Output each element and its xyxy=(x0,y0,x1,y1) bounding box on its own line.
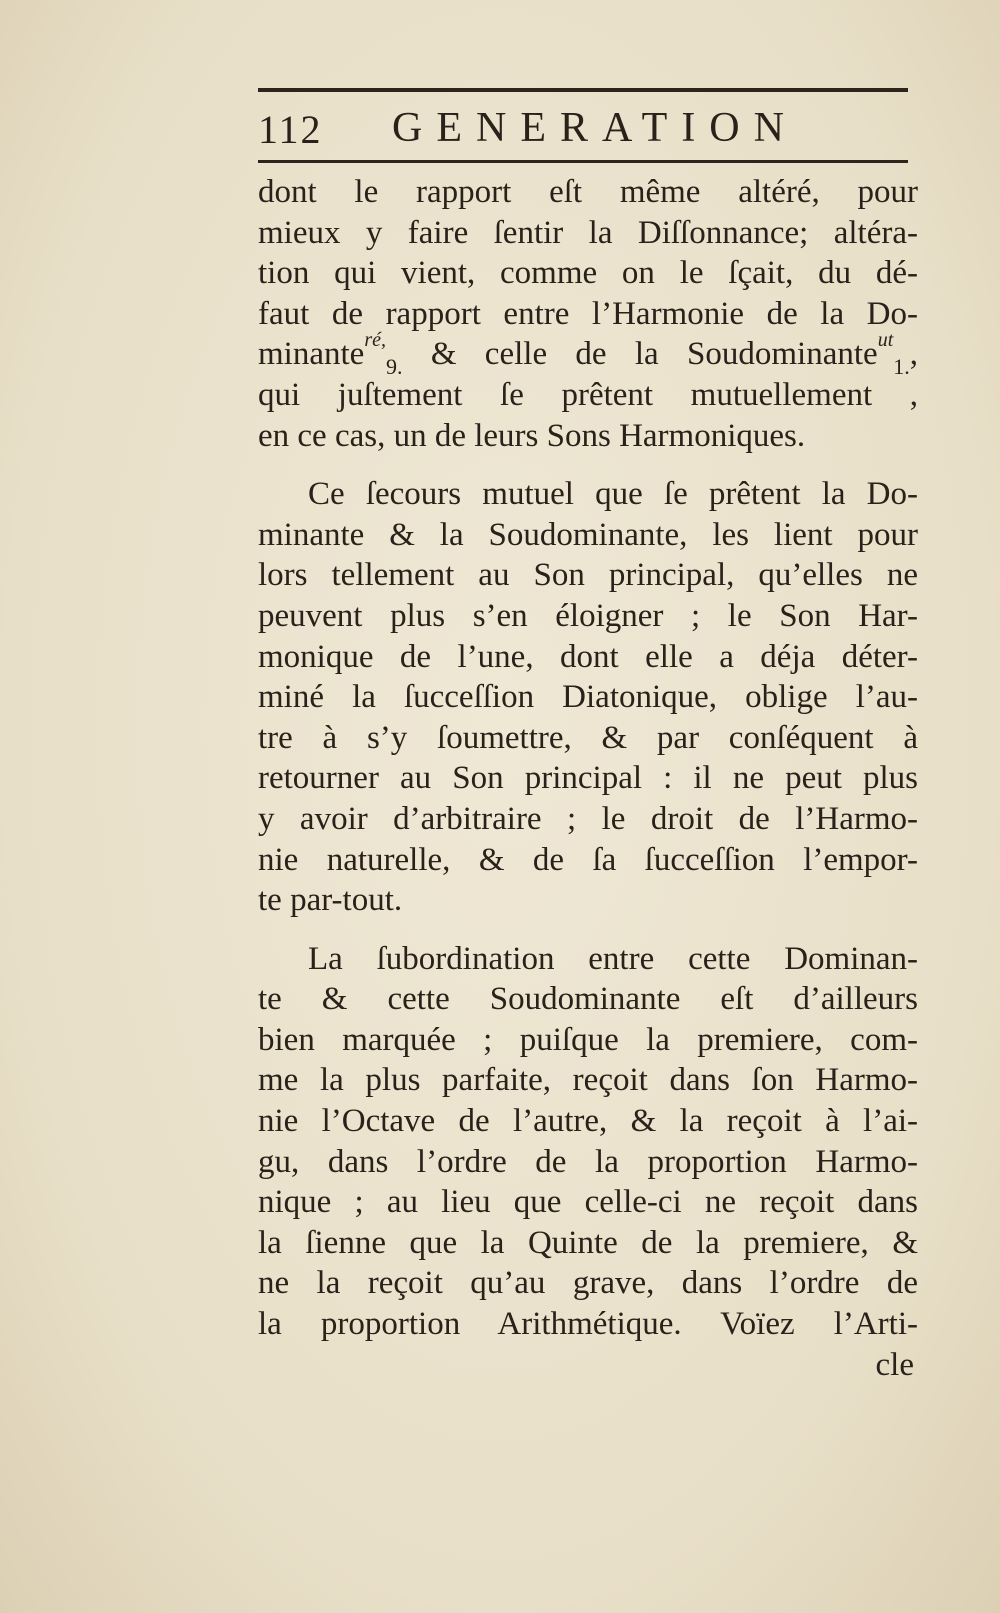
text-line: nique ; au lieu que celle-ci ne reçoit dans xyxy=(258,1184,918,1221)
text-fragment: & celle de la Soudominante xyxy=(430,336,878,373)
text-line: te par-tout. xyxy=(258,882,403,919)
paragraph-2 xyxy=(258,474,918,921)
text-line: lors tellement au Son principal, qu’elles ne xyxy=(258,557,918,594)
text-line: La ſubordination entre cette Dominan- xyxy=(308,940,918,977)
note-subscript: 9. xyxy=(385,354,403,380)
text-line: retourner au Son principal : il ne peut plus xyxy=(258,760,918,797)
text-fragment: minante xyxy=(258,336,365,373)
note-subscript: 1. xyxy=(893,354,910,380)
text-line: me la plus parfaite, reçoit dans ſon Harmo- xyxy=(258,1062,918,1099)
catchword: cle xyxy=(875,1346,914,1383)
text-fragment: , xyxy=(909,336,918,373)
text-line: minante & la Soudominante, les lient pour xyxy=(258,516,918,553)
text-line: peuvent plus s’en éloigner ; le Son Har- xyxy=(258,597,918,634)
body-text xyxy=(258,172,918,1385)
text-line: la proportion Arithmétique. Voïez l’Arti- xyxy=(258,1306,918,1343)
text-line: gu, dans l’ordre de la proportion Harmo- xyxy=(258,1143,918,1180)
text-line: miné la ſucceſſion Diatonique, oblige l’au- xyxy=(258,679,918,716)
text-line: en ce cas, un de leurs Sons Harmoniques. xyxy=(258,417,806,454)
text-line: nie naturelle, & de ſa ſucceſſion l’empor- xyxy=(258,841,918,878)
paragraph-1 xyxy=(258,172,918,456)
text-line: la ſienne que la Quinte de la premiere, & xyxy=(258,1224,918,1261)
text-line: bien marquée ; puiſque la premiere, com- xyxy=(258,1021,918,1058)
note-superscript: ré, xyxy=(364,329,386,352)
page-number: 112 xyxy=(258,107,323,152)
text-line: dont le rapport eſt même altéré, pour xyxy=(258,174,918,210)
text-line: tre à s’y ſoumettre, & par conſéquent à xyxy=(258,719,918,756)
text-line: mieux y faire ſentir la Diſſonnance; altéra- xyxy=(258,214,918,251)
header-rule-bottom xyxy=(258,160,908,163)
text-line: monique de l’une, dont elle a déja déter- xyxy=(258,638,918,675)
running-title: GENERATION xyxy=(392,105,798,151)
header-rule-top xyxy=(258,88,908,92)
text-line-with-notation xyxy=(258,329,918,380)
text-line: ne la reçoit qu’au grave, dans l’ordre de xyxy=(258,1265,918,1302)
text-line: qui juſtement ſe prêtent mutuellement , xyxy=(258,376,918,413)
text-line: faut de rapport entre l’Harmonie de la Do- xyxy=(258,295,918,332)
page-header xyxy=(258,100,908,162)
text-line: y avoir d’arbitraire ; le droit de l’Harmo- xyxy=(258,800,918,837)
text-line: Ce ſecours mutuel que ſe prêtent la Do- xyxy=(308,476,918,513)
note-superscript: ut xyxy=(877,329,894,352)
text-line: nie l’Octave de l’autre, & la reçoit à l’ai- xyxy=(258,1103,918,1140)
text-line: tion qui vient, comme on le ſçait, du dé- xyxy=(258,255,918,292)
text-line: te & cette Soudominante eſt d’ailleurs xyxy=(258,981,918,1018)
paragraph-3 xyxy=(258,939,918,1386)
